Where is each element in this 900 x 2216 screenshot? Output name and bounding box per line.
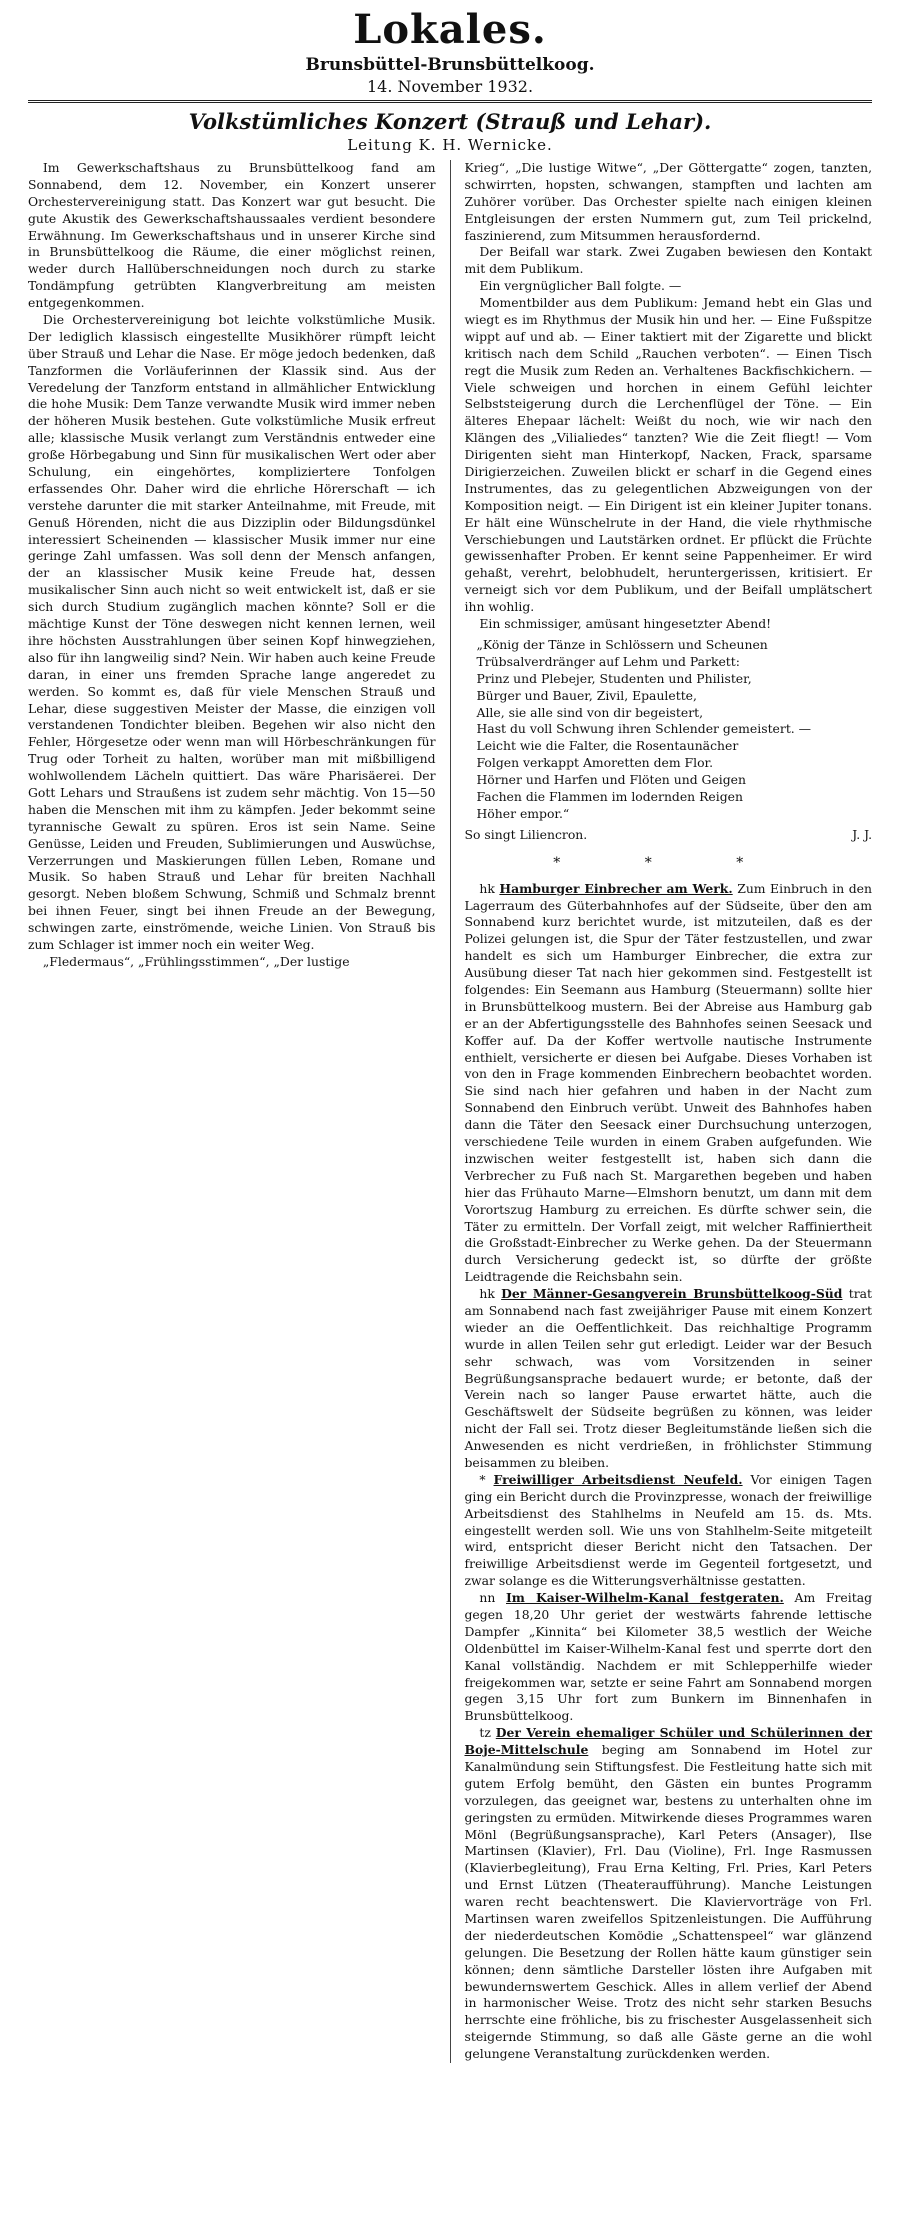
news-item <box>465 1286 873 1472</box>
dateline: Brunsbüttel-Brunsbüttelkoog. <box>305 55 595 75</box>
news-text: Zum Einbruch in den Lagerraum des Güterbahnhofes auf der Südseite, über den am Sonnabend kurz berichtet wurde, ist mitzuteilen, daß es der Polizei gelungen ist, die Spur der Täter festzustellen, und zwar handelt es sich um Hamburger Einbrecher, die extra zur Ausübung dieser Tat nach hier gekommen sind. Festgestellt ist folgendes: Ein Seemann aus Hamburg (Steuermann) sollte hier in Brunsbüttelkoog mustern. Bei der Abreise aus Hamburg gab er an der Abfertigungsstelle des Bahnhofes seinen Seesack und Koffer auf. Da der Koffer wertvolle nautische Instrumente enthielt, versicherte er diesen bei Aufgabe. Dieses Vorhaben ist von den in Frage kommenden Einbrechern beobachtet worden. Sie sind nach hier gefahren und haben in der Nacht zum Sonnabend den Einbruch verübt. Unweit des Bahnhofes haben dann die Täter den Seesack einer Durchsuchung unterzogen, verschiedene Teile wurden in einem Graben aufgefunden. Wie inzwischen weiter festgestellt ist, haben sich dann die Verbrecher zu Fuß nach St. Margarethen begeben und haben hier das Frühauto Marne—Elmshorn benutzt, um dann mit dem Vorortszug Hamburg zu erreichen. Es dürfte schwer sein, die Täter zu ermitteln. Der Vorfall zeigt, mit welcher Raffiniertheit die Großstadt-Einbrecher zu Werke gehen. Da der Steuermann durch Versicherung gedeckt ist, so dürfte der größte Leidtragende die Reichsbahn sein. <box>464 880 873 1285</box>
article-paragraph: „Fledermaus“, „Frühlingsstimmen“, „Der lustige <box>42 953 350 969</box>
poem-line: Hast du voll Schwung ihren Schlender gemeistert. — <box>476 721 812 737</box>
news-prefix: nn <box>479 1590 507 1606</box>
news-text: beging am Sonnabend im Hotel zur Kanalmündung sein Stiftungsfest. Die Festleitung hatte sich mit gutem Erfolg bemüht, den Gästen ein buntes Programm vorzulegen, das geeignet war, bestens zu unterhalten ohne im geringsten zu ermüden. Mitwirkende dieses Programmes waren Mönl (Begrüßungsansprache), Karl Peters (Ansager), Ilse Martinsen (Klavier), Frl. Dau (Violine), Frl. Inge Rasmussen (Klavierbegleitung), Frau Erna Kelting, Frl. Pries, Karl Peters und Ernst Lützen (Theateraufführung). Manche Leistungen waren recht beachtenswert. Die Klaviervorträge von Frl. Martinsen waren zweifellos Spitzenleistungen. Die Aufführung der niederdeutschen Komödie „Schattenspeel“ war glänzend gelungen. Die Besetzung der Rollen hätte kaum günstiger sein können; denn sämtliche Darsteller lösten ihre Aufgaben mit bewundernswertem Geschick. Alles in allem verlief der Abend in harmonischer Weise. Trotz des nicht sehr starken Besuchs herrschte eine fröhliche, bis zu frischester Ausgelassenheit sich steigernde Stimmung, so daß alle Gäste gerne an die wohl gelungene Veranstaltung zurückdenken werden. <box>464 1742 873 2062</box>
poem-line: Folgen verkappt Amoretten dem Flor. <box>476 755 714 771</box>
issue-date: 14. November 1932. <box>366 77 534 96</box>
article-subline: Leitung K. H. Wernicke. <box>347 136 553 154</box>
poem-line: Bürger und Bauer, Zivil, Epaulette, <box>476 687 697 703</box>
poem-line: Fachen die Flammen im lodernden Reigen <box>476 788 743 804</box>
article-headline: Volkstümliches Konzert (Strauß und Lehar). <box>188 109 712 134</box>
news-prefix: hk <box>479 880 500 896</box>
news-prefix: hk <box>479 1286 502 1302</box>
news-text: Am Freitag gegen 18,20 Uhr geriet der westwärts fahrende lettische Dampfer „Kinnita“ bei Kilometer 38,5 westlich der Weiche Oldenbüttel im Kaiser-Wilhelm-Kanal fest und sperrte dort den Kanal vollständig. Nachdem er mit Schlepperhilfe wieder freigekommen war, setzte er seine Fahrt am Sonnabend morgen gegen 3,15 Uhr fort zum Bunkern im Binnenhafen in Brunsbüttelkoog. <box>464 1590 873 1724</box>
news-lead: Im Kaiser-Wilhelm-Kanal festgeraten. <box>506 1590 784 1606</box>
poem-line: Trübsalverdränger auf Lehm und Parkett: <box>476 653 740 669</box>
masthead-rule <box>28 100 872 103</box>
news-item <box>465 1590 873 1725</box>
poem-line: Alle, sie alle sind von dir begeistert, <box>476 704 704 720</box>
signoff-row <box>465 827 873 844</box>
author-initials: J. J. <box>852 826 873 842</box>
news-items <box>465 881 873 2063</box>
article-paragraph: Momentbilder aus dem Publikum: Jemand hebt ein Glas und wiegt es im Rhythmus der Musik hin und her. — Eine Fußspitze wippt auf und ab. — Einer taktiert mit der Zigarette und blickt kritisch nach dem Schild „Rauchen verboten“. — Einen Tisch regt die Musik zum Reden an. Verhaltenes Backfischkichern. — Viele schweigen und horchen in einem Gefühl leichter Selbststeigerung durch die Lerchenflügel der Töne. — Ein älteres Ehepaar lächelt: Weißt du noch, wie wir nach den Klängen des „Vilialiedes“ tanzten? Wie die Zeit fliegt! — Vom Dirigenten sieht man Hinterkopf, Nacken, Frack, sparsame Dirigierzeichen. Zuweilen blickt er scharf in die Gegend eines Instrumentes, das zu gelegentlichen Abzweigungen von der Komposition neigt. — Ein Dirigent ist ein kleiner Jupiter tonans. Er hält eine Wünschelrute in der Hand, die viele rhythmische Verschiebungen und Lautstärken ordnet. Er pflückt die Früchte gewissenhafter Proben. Er kennt seine Pappenheimer. Er wird gehaßt, verehrt, belobhudelt, heruntergerissen, kritisiert. Er verneigt sich vor dem Publikum, und der Beifall umplätschert ihn wohlig. <box>464 295 873 615</box>
article-paragraph: Krieg“, „Die lustige Witwe“, „Der Göttergatte“ zogen, tanzten, schwirrten, hopsten, schwangen, stampften und lachten am Zuhörer vorüber. Das Orchester spielte nach einigen kleinen Entgleisungen der ersten Nummern gut, zum Teil prickelnd, faszinierend, zum Mitsummen herausfordernd. <box>464 160 873 243</box>
poem <box>477 637 873 823</box>
article-paragraph: Die Orchestervereinigung bot leichte volkstümliche Musik. Der lediglich klassisch eingestellte Musikhörer rümpft leicht über Strauß und Lehar die Nase. Er möge jedoch bedenken, daß Tanzformen die Vorläuferinnen der Klassik sind. Aus der Veredelung der Tanzform entstand in allmählicher Entwicklung die hohe Musik: Dem Tanze verwandte Musik wird immer neben der höheren Musik bestehen. Gute volkstümliche Musik erfreut alle; klassische Musik verlangt zum Verständnis entweder eine große Hörbegabung und Sinn für musikalischen Wert oder aber Schulung, ein eingehörtes, kompliziertere Tonfolgen erfassendes Ohr. Daher wird die ehrliche Hörerschaft — ich verstehe darunter die mit starker Anteilnahme, mit Freude, mit Genuß Hörenden, nicht die aus Dizziplin oder Bildungsdünkel interessiert Scheinenden — klassischer Musik immer nur eine geringe Zahl umfassen. Was soll denn der Mensch anfangen, der an klassischer Musik keine Freude hat, dessen musikalischer Sinn auch nicht so weit entwickelt ist, daß er sie sich durch Studium zugänglich machen könnte? Soll er die mächtige Kunst der Töne deswegen nicht kennen lernen, weil ihre höchsten Ausstrahlungen über seinen Kopf hinwegziehen, also für ihn langweilig sind? Nein. Wir haben auch keine Freude daran, in einer uns fremden Sprache lange angeredet zu werden. So kommt es, daß für viele Menschen Strauß und Lehar, diese suggestiven Meister der Masse, die einzigen voll verstandenen Tondichter bleiben. Begehen wir also nicht den Fehler, Hörgesetze oder wenn man will Hörbeschränkungen für Trug oder Torheit zu halten, worüber man mit mißbilligend wohlwollendem Lächeln quittiert. Das wäre Pharisäerei. Der Gott Lehars und Straußens ist zudem sehr mächtig. Von 15—50 haben die Menschen mit ihm zu kämpfen. Jeder bekommt seine tyrannische Gewalt zu spüren. Eros ist sein Name. Seine Genüsse, Leiden und Freuden, Sublimierungen und Auswüchse, Verzerrungen und Maskierungen füllen Leben, Romane und Musik. So haben Strauß und Lehar für breiten Nachhall gesorgt. Neben bloßem Schwung, Schmiß und Schmalz brennt bei ihnen Feuer, singt bei ihnen Freude an der Bewegung, schwingen zarte, einströmende, weiche Linien. Von Strauß bis zum Schlager ist immer noch ein weiter Weg. <box>28 312 436 952</box>
section-separator: * * * <box>553 854 784 871</box>
article-paragraph: Im Gewerkschaftshaus zu Brunsbüttelkoog fand am Sonnabend, dem 12. November, ein Konzert unserer Orchestervereinigung statt. Das Konzert war gut besucht. Die gute Akustik des Gewerkschaftshaussaales verdient besondere Erwähnung. Im Gewerkschaftshaus und in unserer Kirche sind in Brunsbüttelkoog die Räume, die einer möglichst reinen, weder durch Hallüberschneidungen noch durch zu starke Tondämpfung getrübten Klangverbreitung am meisten entgegenkommen. <box>28 160 436 311</box>
column-divider <box>450 160 451 2063</box>
signoff: So singt Liliencron. <box>464 826 588 842</box>
article-paragraph: Der Beifall war stark. Zwei Zugaben bewiesen den Kontakt mit dem Publikum. <box>464 244 873 277</box>
news-text: trat am Sonnabend nach fast zweijähriger Pause mit einem Konzert wieder an die Oeffentlichkeit. Das reichhaltige Programm wurde in allen Teilen sehr gut erledigt. Leider war der Besuch sehr schwach, was vom Vorsitzenden in seiner Begrüßungsansprache bedauert wurde; er betonte, daß der Verein nach so langer Pause erwartet hätte, auch die Geschäftswelt der Südseite begrüßen zu können, was leider nicht der Fall sei. Trotz dieser Begleitumstände ließen sich die Anwesenden es nicht verdrießen, in fröhlichster Stimmung beisammen zu bleiben. <box>464 1286 873 1470</box>
poem-line: „König der Tänze in Schlössern und Scheunen <box>476 636 768 652</box>
news-item <box>465 881 873 1286</box>
news-lead: Freiwilliger Arbeitsdienst Neufeld. <box>493 1471 743 1487</box>
article-columns <box>28 160 872 2063</box>
masthead <box>28 0 872 96</box>
news-lead: Der Männer-Gesangverein Brunsbüttelkoog-Süd <box>501 1286 843 1302</box>
news-lead: Der Verein ehemaliger Schüler und Schülerinnen der Boje-Mittelschule <box>464 1725 873 1758</box>
news-lead: Hamburger Einbrecher am Werk. <box>499 880 733 896</box>
right-column <box>465 160 873 2063</box>
left-column <box>28 160 436 2063</box>
poem-line: Prinz und Plebejer, Studenten und Philister, <box>476 670 752 686</box>
news-text: Vor einigen Tagen ging ein Bericht durch die Provinzpresse, wonach der freiwillige Arbeitsdienst des Stahlhelms in Neufeld am 15. ds. Mts. eingestellt werden soll. Wie uns von Stahlhelm-Seite mitgeteilt wird, entspricht dieser Bericht nicht den Tatsachen. Der freiwillige Arbeitsdienst werde im Gegenteil fortgesetzt, und zwar solange es die Witterungsverhältnisse gestatten. <box>464 1471 873 1589</box>
news-prefix: tz <box>479 1725 496 1741</box>
poem-line: Höher empor.“ <box>476 805 570 821</box>
poem-line: Leicht wie die Falter, die Rosentaunächer <box>476 738 739 754</box>
news-item <box>465 1472 873 1590</box>
article-paragraph: Ein schmissiger, amüsant hingesetzter Abend! <box>479 616 772 632</box>
article-paragraph: Ein vergnüglicher Ball folgte. — <box>479 278 682 294</box>
poem-line: Hörner und Harfen und Flöten und Geigen <box>476 772 746 788</box>
news-prefix: * <box>479 1471 494 1487</box>
news-item <box>465 1725 873 2063</box>
section-title: Lokales. <box>353 6 547 53</box>
